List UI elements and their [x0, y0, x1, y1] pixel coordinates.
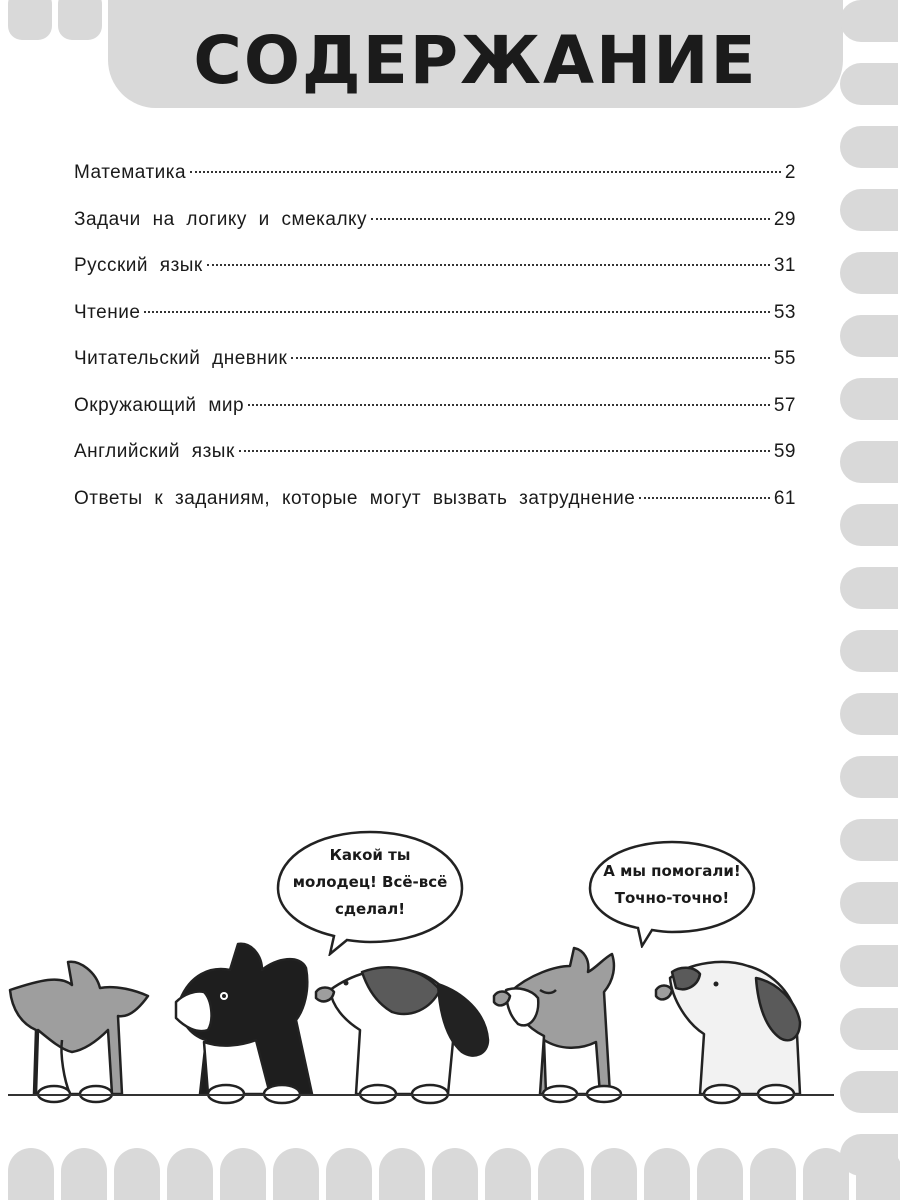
- toc-entry-page: 59: [773, 441, 796, 462]
- floor-line: [8, 1094, 834, 1096]
- toc-entry[interactable]: [74, 441, 796, 488]
- bottom-border-decoration: [0, 1140, 900, 1200]
- speech-bubble-line: молодец! Всё-всё: [292, 873, 448, 891]
- black-white-dog-figure: [176, 944, 312, 1103]
- speech-bubble-line: Точно-точно!: [614, 889, 730, 907]
- toc-entry-page: 31: [773, 255, 796, 276]
- toc-entry-page: 2: [784, 162, 796, 183]
- border-pill: [840, 315, 898, 357]
- border-pill: [803, 1148, 849, 1200]
- border-pill: [840, 630, 898, 672]
- toc-entry[interactable]: [74, 302, 796, 349]
- toc-entry[interactable]: [74, 488, 796, 535]
- border-pill: [840, 819, 898, 861]
- border-pill: [840, 63, 898, 105]
- dot-leader: [248, 404, 770, 406]
- white-puppy-figure: [656, 962, 800, 1103]
- toc-entry-page: 55: [773, 348, 796, 369]
- toc-entry[interactable]: [74, 255, 796, 302]
- border-pill: [840, 693, 898, 735]
- border-pill: [840, 189, 898, 231]
- speech-bubble-line: сделал!: [334, 900, 406, 918]
- corner-decoration: [8, 0, 52, 40]
- dot-leader: [239, 450, 770, 452]
- border-pill: [644, 1148, 690, 1200]
- border-pill: [840, 567, 898, 609]
- toc-entry-page: 29: [773, 208, 796, 230]
- border-pill: [856, 1148, 900, 1200]
- toc-entry-title: Английский язык: [74, 441, 235, 462]
- border-pill: [840, 441, 898, 483]
- border-pill: [840, 126, 898, 168]
- toc-entry[interactable]: [74, 162, 796, 209]
- dot-leader: [190, 171, 781, 173]
- dogs-illustration: [0, 930, 900, 1110]
- toc-entry-title: Читательский дневник: [74, 348, 288, 369]
- toc-entry-title: Ответы к заданиям, которые могут вызвать затруднение: [74, 487, 636, 509]
- border-pill: [326, 1148, 372, 1200]
- corner-decoration: [58, 0, 102, 40]
- dot-leader: [291, 357, 770, 359]
- speech-bubble-line: А мы помогали!: [603, 862, 741, 880]
- page-title: СОДЕРЖАНИЕ: [193, 22, 758, 99]
- dot-leader: [207, 264, 770, 266]
- toc-entry-title: Математика: [74, 162, 187, 183]
- dot-leader: [639, 497, 770, 499]
- border-pill: [220, 1148, 266, 1200]
- border-pill: [61, 1148, 107, 1200]
- border-pill: [273, 1148, 319, 1200]
- border-pill: [538, 1148, 584, 1200]
- toc-entry-page: 61: [773, 487, 796, 509]
- border-pill: [114, 1148, 160, 1200]
- border-pill: [167, 1148, 213, 1200]
- border-pill: [591, 1148, 637, 1200]
- border-pill: [840, 0, 898, 42]
- toc-entry-page: 57: [773, 394, 796, 416]
- spaniel-dog-figure: [316, 967, 488, 1103]
- toc-entry-title: Задачи на логику и смекалку: [74, 208, 368, 230]
- toc-entry[interactable]: [74, 209, 796, 256]
- toc-entry[interactable]: [74, 348, 796, 395]
- border-pill: [840, 504, 898, 546]
- table-of-contents: [74, 162, 796, 534]
- border-pill: [697, 1148, 743, 1200]
- border-pill: [840, 378, 898, 420]
- speech-bubble-line: Какой ты: [329, 846, 411, 864]
- border-pill: [432, 1148, 478, 1200]
- husky-dog-figure: [494, 948, 621, 1102]
- toc-entry-title: Чтение: [74, 301, 141, 323]
- border-pill: [840, 882, 898, 924]
- border-pill: [8, 1148, 54, 1200]
- toc-entry[interactable]: [74, 395, 796, 442]
- corgi-dog-figure: [10, 962, 148, 1102]
- toc-entry-title: Русский язык: [74, 255, 203, 276]
- toc-entry-title: Окружающий мир: [74, 394, 245, 416]
- border-pill: [840, 756, 898, 798]
- dot-leader: [371, 218, 770, 220]
- border-pill: [379, 1148, 425, 1200]
- border-pill: [750, 1148, 796, 1200]
- toc-entry-page: 53: [773, 301, 796, 323]
- border-pill: [840, 252, 898, 294]
- border-pill: [485, 1148, 531, 1200]
- dot-leader: [144, 311, 769, 313]
